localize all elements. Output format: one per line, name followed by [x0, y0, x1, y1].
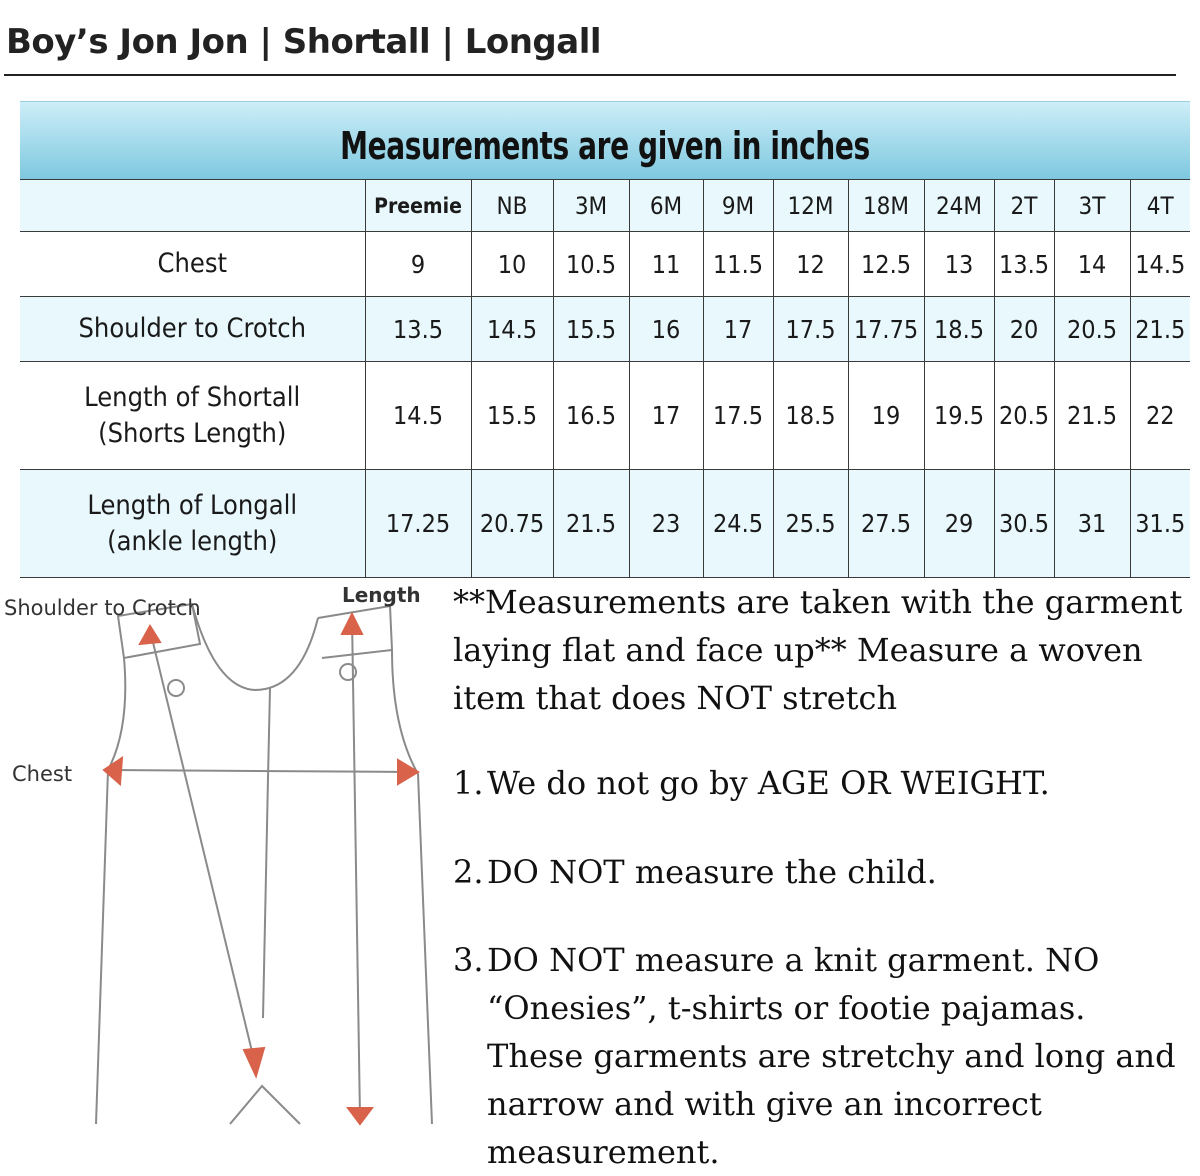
measurement-value: 20.75	[471, 470, 553, 578]
measurement-value: 13	[924, 232, 994, 297]
garment-diagram	[0, 578, 470, 1124]
measurement-value: 17.75	[848, 297, 924, 362]
measurement-row	[20, 297, 1190, 362]
size-header-cell: 12M	[773, 180, 848, 232]
size-chart	[20, 101, 1190, 577]
size-header-cell: 18M	[848, 180, 924, 232]
measurement-value: 21.5	[553, 470, 629, 578]
measurement-value: 21.5	[1054, 362, 1130, 470]
measurement-value: 19.5	[924, 362, 994, 470]
note-text: DO NOT measure a knit garment. NO “Onesies”, t-shirts or footie pajamas. These garments are stretchy and long and narrow and with give an incorrect measurement.	[487, 941, 1176, 1171]
crotch-bottom-arrow-icon	[244, 1048, 264, 1076]
notes-intro: **Measurements are taken with the garment laying flat and face up** Measure a woven item that does NOT stretch	[453, 583, 1183, 717]
measurement-value: 16	[629, 297, 703, 362]
measurement-value: 9	[365, 232, 471, 297]
measurement-value: 17	[629, 362, 703, 470]
measurement-value: 14	[1054, 232, 1130, 297]
note-text: DO NOT measure the child.	[487, 853, 937, 891]
measurement-row	[20, 470, 1190, 578]
row-label-line: (Shorts Length)	[98, 417, 287, 449]
size-header-cell: 4T	[1130, 180, 1190, 232]
row-label	[20, 232, 365, 297]
row-label-line: Shoulder to Crotch	[78, 313, 306, 344]
left-side-seam	[96, 658, 125, 1124]
row-label-line: Length of Shortall	[84, 381, 301, 413]
size-header-cell: 6M	[629, 180, 703, 232]
measurement-value: 19	[848, 362, 924, 470]
chest-label: Chest	[12, 762, 73, 786]
note-number: 3.	[453, 941, 484, 979]
measurement-value: 23	[629, 470, 703, 578]
measurement-value: 21.5	[1130, 297, 1190, 362]
length-top-arrow-icon	[342, 614, 362, 634]
measurement-value: 13.5	[994, 232, 1054, 297]
measurement-value: 17.25	[365, 470, 471, 578]
page-title: Boy’s Jon Jon | Shortall | Longall	[6, 22, 602, 62]
chest-line	[112, 770, 410, 772]
measurement-row	[20, 362, 1190, 470]
header-corner-cell	[20, 180, 365, 232]
left-button-icon	[168, 680, 184, 696]
shoulder-to-crotch-label: Shoulder to Crotch	[4, 596, 201, 620]
note-item	[453, 848, 1188, 896]
size-chart-banner	[20, 101, 1190, 179]
size-header-row	[20, 180, 1190, 232]
measurement-value: 20	[994, 297, 1054, 362]
measurement-value: 13.5	[365, 297, 471, 362]
title-divider	[4, 74, 1176, 76]
measurement-value: 12	[773, 232, 848, 297]
measurement-value: 29	[924, 470, 994, 578]
measurement-row	[20, 232, 1190, 297]
measurement-value: 11.5	[703, 232, 773, 297]
measurement-value: 14.5	[365, 362, 471, 470]
size-chart-heading: Measurements are given in inches	[340, 123, 870, 168]
measurement-value: 27.5	[848, 470, 924, 578]
note-item	[453, 759, 1188, 807]
length-line	[352, 618, 360, 1118]
size-header-cell: 3M	[553, 180, 629, 232]
chest-right-arrow-icon	[398, 760, 418, 784]
size-header-cell: Preemie	[365, 180, 471, 232]
jon-jon-outline	[0, 578, 470, 1124]
measurement-value: 14.5	[1130, 232, 1190, 297]
size-header-cell: 2T	[994, 180, 1054, 232]
measurement-value: 20.5	[1054, 297, 1130, 362]
measurement-value: 15.5	[471, 362, 553, 470]
measurement-value: 18.5	[773, 362, 848, 470]
measurement-value: 15.5	[553, 297, 629, 362]
row-label	[20, 297, 365, 362]
size-header-cell: 3T	[1054, 180, 1130, 232]
measurement-value: 11	[629, 232, 703, 297]
measurement-value: 31.5	[1130, 470, 1190, 578]
measurement-value: 22	[1130, 362, 1190, 470]
measurement-value: 24.5	[703, 470, 773, 578]
size-table	[20, 179, 1190, 578]
center-line	[263, 688, 270, 1018]
note-text: We do not go by AGE OR WEIGHT.	[487, 764, 1050, 802]
right-side-seam	[392, 650, 432, 1124]
length-bottom-arrow-icon	[348, 1108, 372, 1124]
measurement-value: 17	[703, 297, 773, 362]
size-header-cell: NB	[471, 180, 553, 232]
measurement-value: 30.5	[994, 470, 1054, 578]
measurement-value: 17.5	[773, 297, 848, 362]
row-label-line: (ankle length)	[107, 525, 278, 557]
neckline	[192, 604, 318, 690]
measurement-value: 20.5	[994, 362, 1054, 470]
measurement-value: 17.5	[703, 362, 773, 470]
measurement-value: 18.5	[924, 297, 994, 362]
measurement-value: 12.5	[848, 232, 924, 297]
size-header-cell: 24M	[924, 180, 994, 232]
size-header-cell: 9M	[703, 180, 773, 232]
measurement-value: 25.5	[773, 470, 848, 578]
row-label-line: Length of Longall	[87, 489, 298, 521]
note-number: 2.	[453, 853, 484, 891]
row-label	[20, 362, 365, 470]
measurement-value: 10.5	[553, 232, 629, 297]
leg-split	[230, 1086, 300, 1124]
row-label-line: Chest	[157, 248, 227, 279]
measurement-value: 16.5	[553, 362, 629, 470]
row-label	[20, 470, 365, 578]
shoulder-top-arrow-icon	[140, 626, 160, 644]
note-number: 1.	[453, 764, 484, 802]
measurement-value: 10	[471, 232, 553, 297]
length-label: Length	[342, 583, 421, 607]
measurement-value: 31	[1054, 470, 1130, 578]
measurement-value: 14.5	[471, 297, 553, 362]
note-item	[453, 936, 1188, 1171]
shoulder-to-crotch-line	[150, 630, 256, 1068]
